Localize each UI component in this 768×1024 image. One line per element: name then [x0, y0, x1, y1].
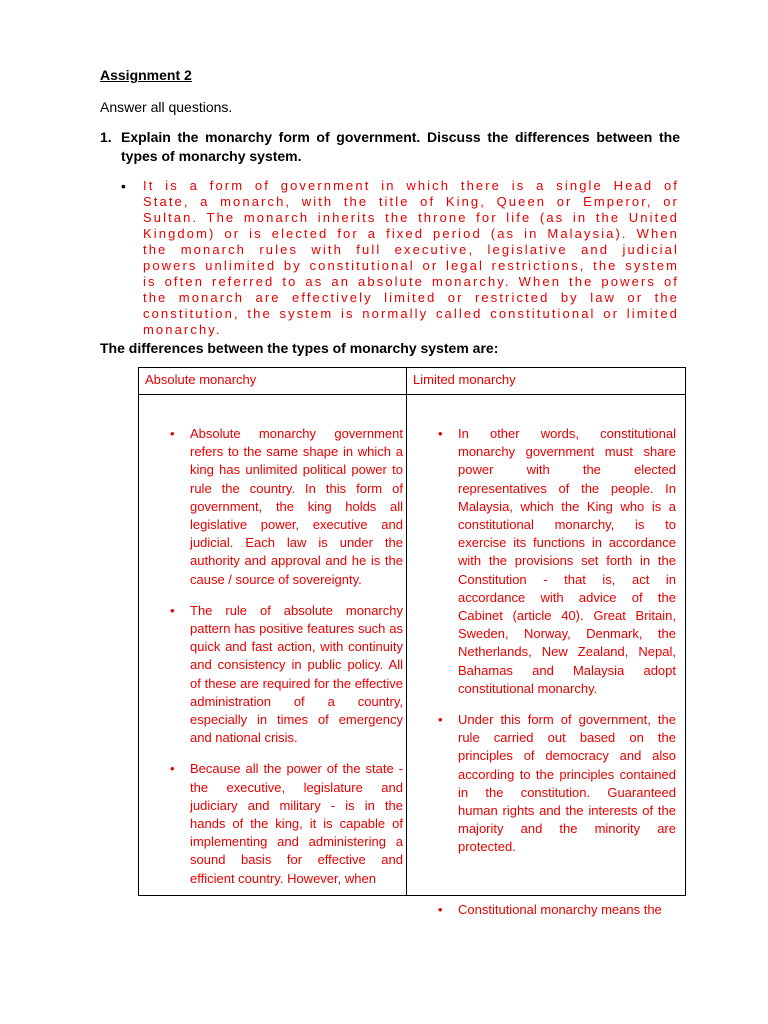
differences-heading: The differences between the types of monarchy system are:	[100, 340, 499, 356]
point-text: Absolute monarchy government refers to the same shape in which a king has unlimited political power to rule the country. In this form of government, the king holds all legislative power, executive and judicial. Each law is under the authority and approval and he is the cause / source of sovereignty.	[190, 426, 403, 587]
absolute-cell	[139, 395, 407, 896]
header-absolute: Absolute monarchy	[139, 368, 407, 395]
list-item	[438, 711, 676, 857]
list-item	[170, 760, 403, 887]
point-text: The rule of absolute monarchy pattern has positive features such as quick and fast action, with continuity and consistency in public policy. All of these are required for the effective administration of a country, especially in times of emergency and national crisis.	[190, 602, 403, 746]
bullet: •	[170, 761, 175, 777]
instruction-text: Answer all questions.	[100, 99, 233, 115]
table-header-row	[139, 368, 686, 395]
bullet: •	[438, 426, 443, 441]
answer-bullet: •	[121, 178, 126, 194]
assignment-title: Assignment 2	[100, 67, 192, 83]
answer-paragraph: It is a form of government in which there is a single Head of State, a monarch, with the title of King, Queen or Emperor, or Sultan. The monarch inherits the throne for life (as in the United Kingdom) or is elected for a fixed period (as in Malaysia). When the monarch rules with full executive, legislative and judicial powers unlimited by constitutional or legal restrictions, the system is often referred to as an absolute monarchy. When the powers of the monarch are effectively limited or restricted by law or the constitution, the system is normally called constitutional or limited monarchy.	[143, 178, 679, 337]
point-text: Constitutional monarchy means the	[458, 901, 662, 917]
bullet: •	[438, 712, 443, 728]
absolute-points-list	[170, 425, 403, 901]
list-item	[170, 602, 403, 748]
point-text: Under this form of government, the rule carried out based on the principles of democracy and also according to the principles contained in the constitution. Guaranteed human rights and the interests of the majority and the minority are protected.	[458, 712, 676, 855]
comparison-table	[138, 367, 686, 917]
limited-cell	[407, 395, 686, 917]
bullet: •	[438, 901, 443, 917]
list-item	[438, 901, 676, 919]
header-limited: Limited monarchy	[407, 368, 686, 395]
question-1	[100, 128, 680, 166]
bullet: •	[170, 602, 175, 618]
question-text: Explain the monarchy form of government. Discuss the differences between the types of monarchy system.	[121, 129, 680, 164]
point-text: In other words, constitutional monarchy government must share power with the elected representatives of the people. In Malaysia, which the King who is a constitutional monarchy, is to exercise its functions in accordance with the provisions set forth in the Constitution - that is, act in accordance with advice of the Cabinet (article 40). Great Britain, Sweden, Norway, Denmark, the Netherlands, New Zealand, Nepal, Bahamas and Malaysia adopt constitutional monarchy.	[458, 426, 676, 696]
table-body-row	[139, 395, 686, 896]
list-item	[438, 425, 676, 698]
limited-points-list	[438, 425, 676, 932]
question-number: 1.	[100, 129, 112, 145]
point-text: Because all the power of the state - the executive, legislature and judiciary and military - is in the hands of the king, it is capable of implementing and administering a sound basis for effective and efficient country. However, when	[190, 761, 403, 886]
bullet: •	[170, 426, 175, 441]
list-item	[170, 425, 403, 589]
